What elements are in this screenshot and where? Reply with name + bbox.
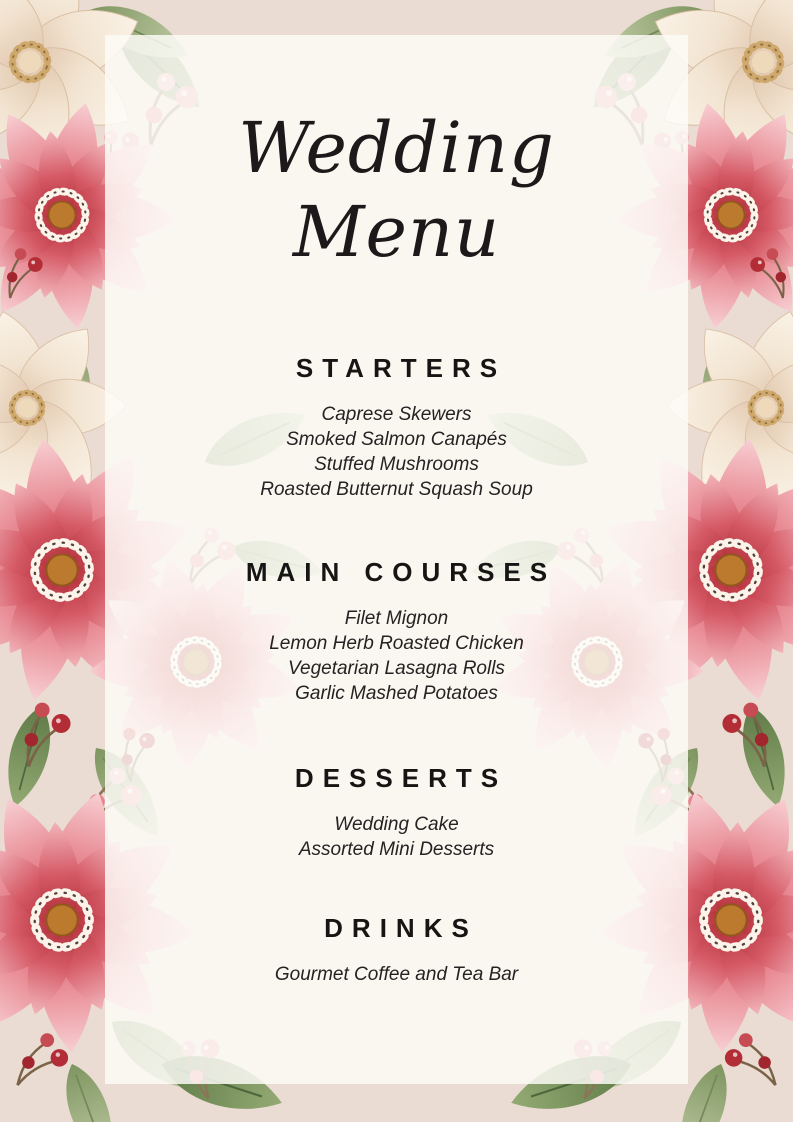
section-main-courses [105, 557, 688, 706]
section-starters-items [105, 402, 688, 502]
menu-item: Stuffed Mushrooms [314, 454, 479, 475]
menu-title [105, 106, 688, 274]
menu-item: Lemon Herb Roasted Chicken [269, 633, 524, 654]
menu-title-line2: Menu [292, 191, 501, 273]
section-starters-heading: STARTERS [295, 353, 507, 383]
menu-item: Gourmet Coffee and Tea Bar [274, 964, 519, 985]
section-desserts-heading: DESSERTS [294, 763, 508, 793]
section-starters [105, 353, 688, 502]
menu-item: Garlic Mashed Potatoes [295, 683, 498, 704]
section-drinks [105, 913, 688, 987]
menu-item: Vegetarian Lasagna Rolls [288, 658, 505, 679]
section-main-courses-heading: MAIN COURSES [245, 557, 557, 587]
menu-item: Assorted Mini Desserts [298, 839, 495, 860]
section-desserts [105, 763, 688, 862]
menu-item: Smoked Salmon Canapés [286, 429, 507, 450]
menu-item: Roasted Butternut Squash Soup [260, 479, 533, 500]
section-drinks-items [105, 962, 688, 987]
section-drinks-heading: DRINKS [324, 913, 478, 943]
menu-panel [105, 35, 688, 1084]
menu-title-line1: Wedding [238, 107, 555, 189]
menu-item: Filet Mignon [344, 608, 449, 629]
menu-item: Wedding Cake [334, 814, 459, 835]
section-desserts-items [105, 812, 688, 862]
section-main-courses-items [105, 606, 688, 706]
menu-item: Caprese Skewers [321, 404, 472, 425]
